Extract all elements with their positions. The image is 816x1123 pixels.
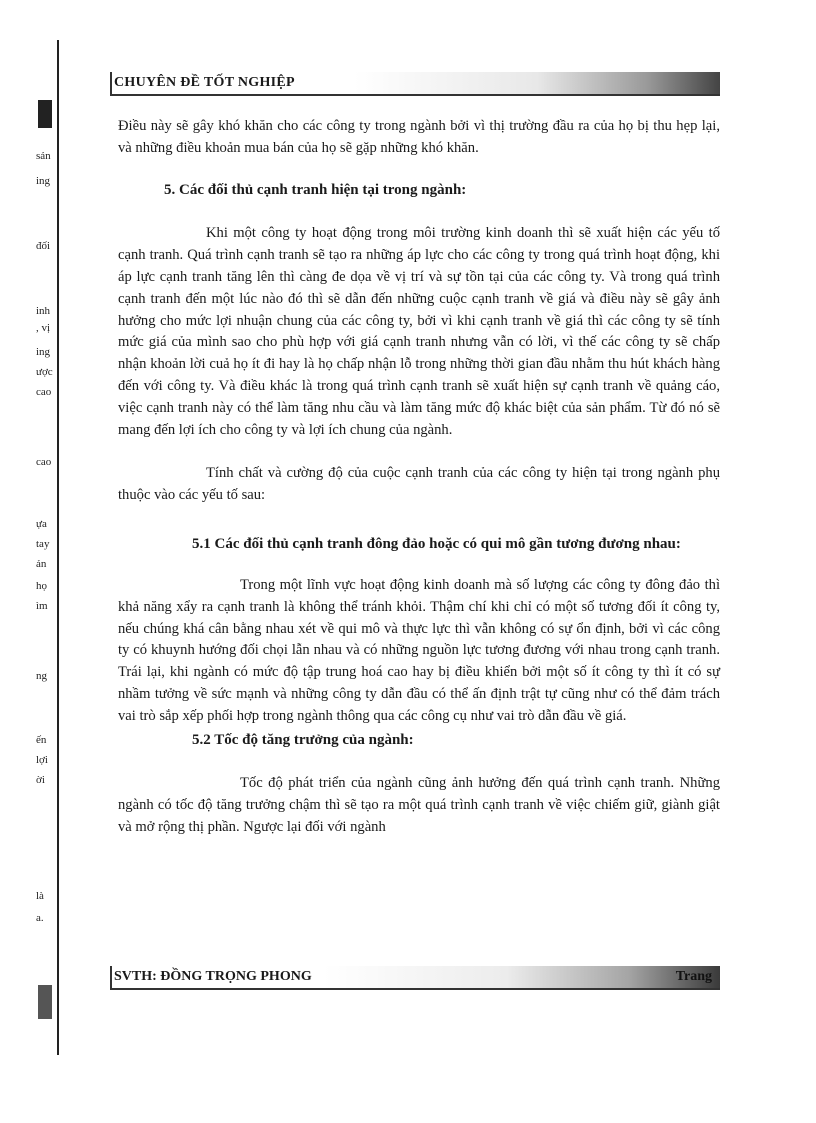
header-title: CHUYÊN ĐỀ TỐT NGHIỆP	[114, 75, 301, 91]
edge-text: ời	[36, 774, 45, 786]
section-heading-5: 5. Các đối thủ cạnh tranh hiện tại trong ngành:	[164, 181, 467, 198]
section-heading-5-2: 5.2 Tốc độ tăng trưởng của ngành:	[192, 731, 414, 748]
edge-text: ing	[36, 175, 51, 187]
binding-line	[57, 40, 59, 1055]
edge-text: ing	[36, 346, 51, 358]
edge-text: inh	[36, 305, 51, 317]
document-body	[118, 116, 720, 839]
footer-author: SVTH: ĐỒNG TRỌNG PHONG	[114, 969, 318, 985]
paragraph-intro: Điều này sẽ gây khó khăn cho các công ty trong ngành bởi vì thị trường đầu ra của họ bị thu hẹp lại, và những điều khoản mua bán của họ sẽ gặp những khó khăn.	[118, 118, 720, 156]
section-heading-5-1: 5.1 Các đối thủ cạnh tranh đông đảo hoặc có qui mô gần tương đương nhau:	[192, 535, 681, 552]
paragraph-5a: Khi một công ty hoạt động trong môi trường kinh doanh thì sẽ xuất hiện các yếu tố cạnh tranh. Quá trình cạnh tranh sẽ tạo ra những áp lực cho các công ty trong quá trình hoạt động, khi áp lực cạnh tranh tăng lên thì càng đe dọa về vị trí và sự tồn tại của các công ty. Và trong quá trình cạnh tranh đến một lúc nào đó thì sẽ dẫn đến những cuộc cạnh tranh về giá và điều này sẽ gây ảnh hưởng cho mức lợi nhuận chung của các công ty, bởi vì khi cạnh tranh về giá thì các công ty sẽ tính mức giá của mình sao cho phù hợp với giá cạnh tranh nhưng vẫn có lời, vì thế các công ty sẽ chấp nhận khoản lời cuả họ ít đi hay là họ chấp nhận lỗ trong những thời gian đầu nhằm thu hút khách hàng đến với công ty. Và điều khác là trong quá trình cạnh tranh sẽ xuất hiện sự cạnh tranh về quảng cáo, việc cạnh tranh này có thể làm tăng nhu cầu và làm tăng mức độ khác biệt của sản phẩm. Từ đó nó sẽ mang đến lợi ích cho công ty và lợi ích chung của ngành.	[118, 225, 720, 438]
page-header	[110, 72, 720, 96]
paragraph-5b: Tính chất và cường độ của cuộc cạnh tranh của các công ty hiện tại trong ngành phụ thuộc vào các yếu tố sau:	[118, 465, 720, 504]
edge-text: ựa	[36, 518, 47, 530]
scan-mark-top	[38, 100, 52, 128]
edge-text: ến	[36, 734, 47, 746]
edge-text: ản	[36, 558, 47, 570]
scan-mark-bottom	[38, 985, 52, 1019]
footer-page-label: Trang	[675, 969, 712, 984]
edge-text: cao	[36, 386, 52, 398]
edge-text: đối	[36, 240, 51, 252]
paragraph-5-1: Trong một lĩnh vực hoạt động kinh doanh mà số lượng các công ty đông đảo thì khả năng xẩy ra cạnh tranh là không thể tránh khỏi. Thậm chí khi chỉ có một số tương đối ít công ty, nếu chúng khá cân bằng nhau xét về qui mô và thực lực thì vẫn không có sự ổn định, bởi vì các công ty có khuynh hướng đối chọi lẫn nhau và có những nguồn lực tương đương với nhau trong cạnh tranh. Trái lại, khi ngành có mức độ tập trung hoá cao hay bị điều khiển bởi một số ít công ty thì ít có sự nhầm tưởng về sức mạnh và những công ty dẫn đầu có thể ấn định trật tự cũng như có thể đảm trách vai trò sắp xếp phối hợp trong ngành thông qua các công cụ như vai trò dẫn đầu về giá.	[118, 576, 720, 724]
edge-text: ng	[36, 670, 47, 682]
paragraph-5-2: Tốc độ phát triển của ngành cũng ảnh hưởng đến quá trình cạnh tranh. Những ngành có tốc độ tăng trưởng chậm thì sẽ tạo ra một quá trình cạnh tranh về việc chiếm giữ, giành giật và mở rộng thị phần. Ngược lại đối với ngành	[118, 775, 720, 835]
edge-text: sản	[36, 150, 51, 162]
edge-text: họ	[36, 580, 47, 592]
edge-text: cao	[36, 456, 52, 468]
page-footer	[110, 966, 720, 990]
edge-text: ìm	[36, 600, 48, 612]
edge-text: ược	[36, 366, 53, 378]
edge-text: tay	[36, 538, 50, 550]
edge-text: là	[36, 890, 44, 902]
edge-text: lợi	[36, 754, 48, 766]
edge-text: , vị	[36, 322, 51, 334]
edge-text: a.	[36, 912, 44, 924]
